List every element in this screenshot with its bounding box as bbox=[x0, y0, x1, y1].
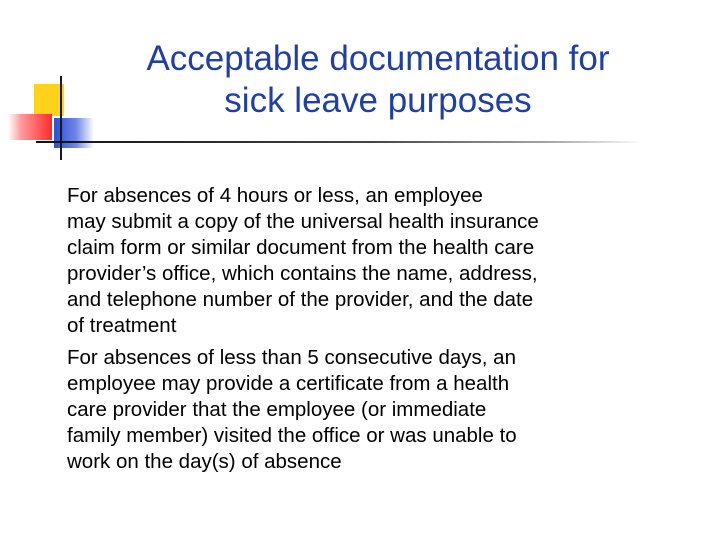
body-paragraph-1: For absences of 4 hours or less, an employee may submit a copy of the universal health insurance claim form or similar document from the health care provider’s office, which contains the name, address, and telephone number of the provider, and the date of treatment bbox=[67, 184, 539, 337]
slide-body bbox=[67, 183, 642, 481]
vertical-rule-decoration bbox=[60, 76, 62, 160]
body-paragraph-2: For absences of less than 5 consecutive days, an employee may provide a certificate from a health care provider that the employee (or immediate family member) visited the office or was unable to work on the day(s) of absence bbox=[67, 346, 517, 473]
decorative-corner-graphic bbox=[0, 0, 110, 170]
slide-title: Acceptable documentation for sick leave purposes bbox=[146, 39, 610, 120]
title-underline-rule bbox=[36, 141, 644, 143]
red-square-decoration bbox=[8, 114, 52, 140]
